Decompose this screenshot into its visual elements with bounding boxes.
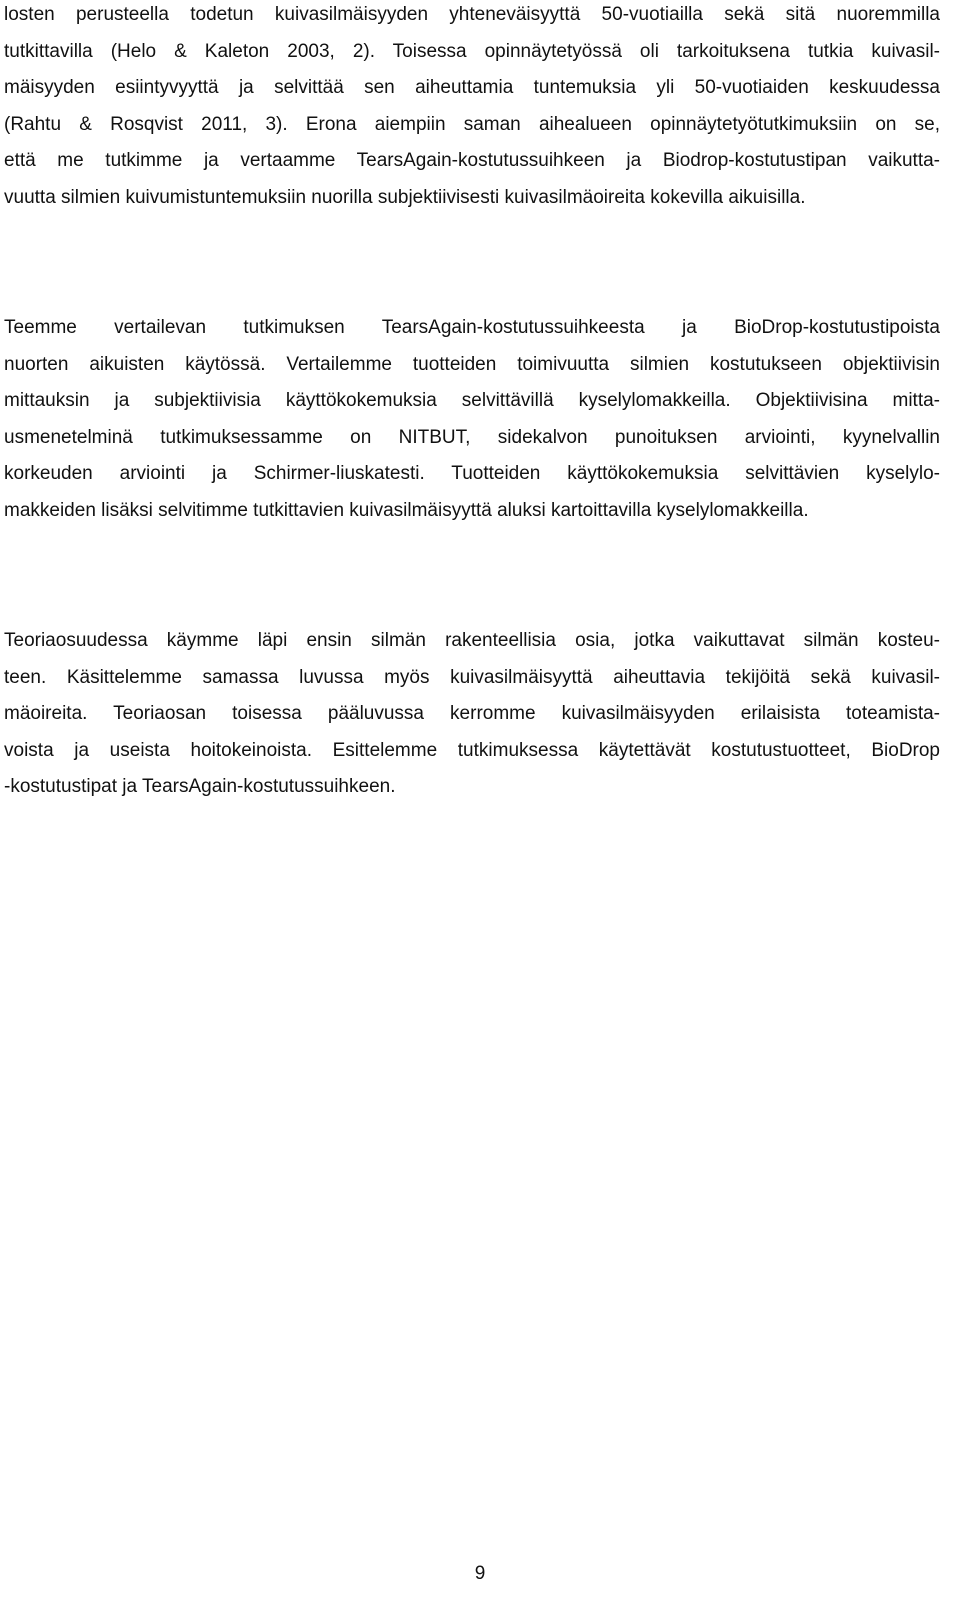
text-line: että me tutkimme ja vertaamme TearsAgain-kostutussuihkeen ja Biodrop-kostutustipan vaikutta-: [4, 150, 940, 171]
text-line: losten perusteella todetun kuivasilmäisyyden yhteneväisyyttä 50-vuotiailla sekä sitä nuoremmilla: [4, 4, 940, 25]
paragraph-1: [4, 0, 940, 216]
text-line: nuorten aikuisten käytössä. Vertailemme tuotteiden toimivuutta silmien kostutukseen objektiivisin: [4, 353, 940, 375]
text-line: -kostutustipat ja TearsAgain-kostutussuihkeen.: [4, 776, 396, 797]
text-line: korkeuden arviointi ja Schirmer-liuskatesti. Tuotteiden käyttökokemuksia selvittävien kyselylo-: [4, 463, 940, 484]
text-line: teen. Käsittelemme samassa luvussa myös kuivasilmäisyyttä aiheuttavia tekijöitä sekä kuivasil-: [4, 666, 940, 688]
text-line: (Rahtu & Rosqvist 2011, 3). Erona aiempiin saman aihealueen opinnäytetyötutkimuksiin on se,: [4, 113, 940, 135]
text-line: Teoriaosuudessa käymme läpi ensin silmän rakenteellisia osia, jotka vaikuttavat silmän kosteu-: [4, 630, 940, 651]
text-line: mäisyyden esiintyvyyttä ja selvittää sen aiheuttamia tuntemuksia yli 50-vuotiaiden keskuudessa: [4, 77, 940, 98]
text-line: makkeiden lisäksi selvitimme tutkittavien kuivasilmäisyyttä aluksi kartoittavilla kyselylomakkeilla.: [4, 499, 809, 521]
text-line: voista ja useista hoitokeinoista. Esittelemme tutkimuksessa käytettävät kostutustuotteet, BioDrop: [4, 739, 940, 761]
text-line: vuutta silmien kuivumistuntemuksiin nuorilla subjektiivisesti kuivasilmäoireita kokevilla aikuisilla.: [4, 186, 806, 208]
paragraph-2: [4, 310, 940, 529]
text-line: mittauksin ja subjektiivisia käyttökokemuksia selvittävillä kyselylomakkeilla. Objektiivisina mitta-: [4, 390, 940, 411]
text-line: usmenetelminä tutkimuksessamme on NITBUT, sidekalvon punoituksen arviointi, kyynelvallin: [4, 426, 940, 448]
paragraph-3: [4, 623, 940, 806]
page-number: 9: [474, 1563, 486, 1584]
text-line: mäoireita. Teoriaosan toisessa pääluvussa kerromme kuivasilmäisyyden erilaisista toteamista-: [4, 703, 940, 724]
text-line: tutkittavilla (Helo & Kaleton 2003, 2). Toisessa opinnäytetyössä oli tarkoituksena tutkia kuivasil-: [4, 40, 940, 62]
text-line: Teemme vertailevan tutkimuksen TearsAgain-kostutussuihkeesta ja BioDrop-kostutustipoista: [4, 317, 940, 338]
